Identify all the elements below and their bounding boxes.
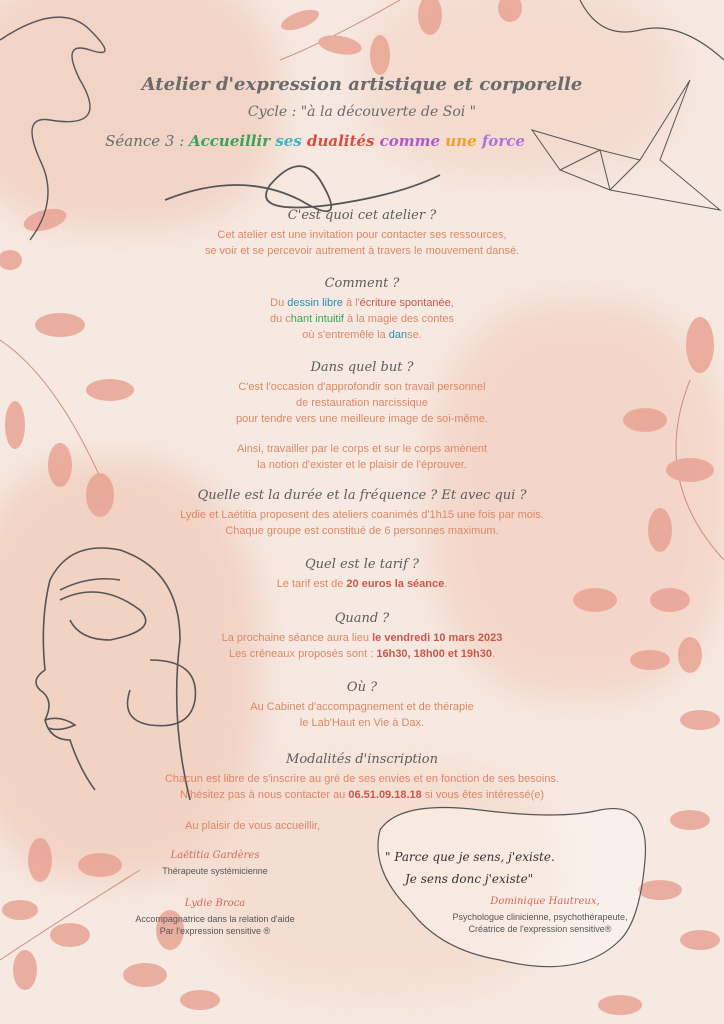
section-quand: [0, 611, 724, 662]
section-but: [0, 360, 724, 473]
section-text: Chaque groupe est constitué de 6 personnes maximum.: [225, 525, 499, 537]
quote-line-2: Je sens donc j'existe": [405, 872, 534, 886]
cycle-subtitle: Cycle : "à la découverte de Soi ": [247, 104, 477, 120]
section-text: [0, 295, 724, 311]
text-span: dessin libre: [287, 297, 343, 309]
section-text: Ainsi, travailler par le corps et sur le corps amènent: [236, 443, 488, 455]
section-text: pour tendre vers une meilleure image de soi-même.: [236, 413, 488, 425]
section-heading: Comment ?: [324, 276, 400, 291]
date-text: le vendredi 10 mars 2023: [372, 632, 503, 644]
role-laetitia: Thérapeute systémicienne: [162, 866, 268, 876]
section-heading: Où ?: [346, 680, 378, 695]
text-span: si vous êtes intéressé(e): [421, 789, 545, 801]
text-span: La prochaine séance aura lieu: [221, 632, 373, 644]
section-text: Lydie et Laétitia proposent des ateliers coanimés d'1h15 une fois par mois.: [180, 509, 544, 521]
section-tarif: [0, 557, 724, 592]
seance-word: force: [481, 132, 525, 150]
seance-word: Accueillir: [189, 132, 276, 150]
section-duree: [0, 488, 724, 539]
section-text: Cet atelier est une invitation pour contacter ses ressources,: [217, 229, 507, 241]
text-span: à la magie des contes: [343, 313, 455, 325]
section-text: C'est l'occasion d'approfondir son travail personnel: [238, 381, 486, 393]
text-span: Le tarif est de: [276, 578, 347, 590]
text-span: .: [491, 648, 495, 660]
welcome-text: Au plaisir de vous accueillir,: [185, 820, 321, 832]
section-text: Chacun est libre de s'inscrire au gré de ses envies et en fonction de ses besoins.: [164, 773, 560, 785]
page-title: Atelier d'expression artistique et corporelle: [141, 74, 583, 95]
text-span: hant intuitif: [290, 313, 344, 325]
section-heading: C'est quoi cet atelier ?: [287, 208, 437, 223]
section-heading: Dans quel but ?: [310, 360, 414, 375]
section-text: se voir et se percevoir autrement à travers le mouvement dansé.: [204, 245, 520, 257]
section-ou: [0, 680, 724, 731]
text-span: N'hésitez pas à nous contacter au: [179, 789, 349, 801]
text-span: écriture spontanée: [359, 297, 451, 309]
section-heading: Modalités d'inscription: [286, 752, 438, 767]
role-lydie-2: Par l'expression sensitive ®: [159, 926, 271, 936]
section-heading: Quelle est la durée et la fréquence ? Et avec qui ?: [197, 488, 527, 503]
signature-laetitia: Laëtitia Gardères: [170, 850, 260, 861]
section-text: [0, 630, 724, 646]
section-text: [0, 327, 724, 343]
section-text: le Lab'Haut en Vie à Dax.: [299, 717, 425, 729]
seance-title: [0, 132, 630, 150]
time-slots-text: 16h30, 18h00 et 19h30: [376, 648, 492, 660]
text-span: se.: [407, 329, 422, 341]
text-span: Les créneaux proposés sont :: [228, 648, 377, 660]
text-span: .: [444, 578, 448, 590]
section-text: la notion d'exister et le plaisir de l'éprouver.: [257, 459, 467, 471]
text-span: ,: [450, 297, 454, 309]
section-quoi: [0, 208, 724, 259]
author-role-1: Psychologue clinicienne, psychothérapeute,: [452, 912, 628, 922]
section-text: Au Cabinet d'accompagnement et de thérapie: [250, 701, 474, 713]
seance-word: comme: [379, 132, 446, 150]
section-comment: [0, 276, 724, 343]
text-span: du c: [269, 313, 291, 325]
text-span: où s'entremêle la: [302, 329, 389, 341]
section-inscription: [0, 752, 724, 803]
seance-word: ses: [275, 132, 307, 150]
signature-lydie: Lydie Broca: [184, 898, 246, 909]
author-role-2: Créatrice de l'expression sensitive®: [468, 924, 612, 934]
phone-number: 06.51.09.18.18: [348, 789, 422, 801]
text-span: dan: [388, 329, 408, 341]
spacer: [0, 427, 724, 441]
section-heading: Quel est le tarif ?: [305, 557, 419, 572]
price-text: 20 euros la séance: [346, 578, 445, 590]
seance-word: dualités: [306, 132, 380, 150]
text-span: Du: [270, 297, 288, 309]
section-text: [0, 576, 724, 592]
section-text: [0, 787, 724, 803]
section-text: [0, 311, 724, 327]
section-text: [0, 646, 724, 662]
quote-author: Dominique Hautreux,: [490, 896, 600, 907]
section-text: de restauration narcissique: [295, 397, 429, 409]
seance-word: une: [445, 132, 482, 150]
text-span: à l': [342, 297, 360, 309]
section-heading: Quand ?: [334, 611, 390, 626]
role-lydie-1: Accompagnatrice dans la relation d'aide: [135, 914, 295, 924]
seance-prefix: Séance 3 :: [105, 132, 190, 150]
quote-line-1: " Parce que je sens, j'existe.: [385, 850, 555, 864]
